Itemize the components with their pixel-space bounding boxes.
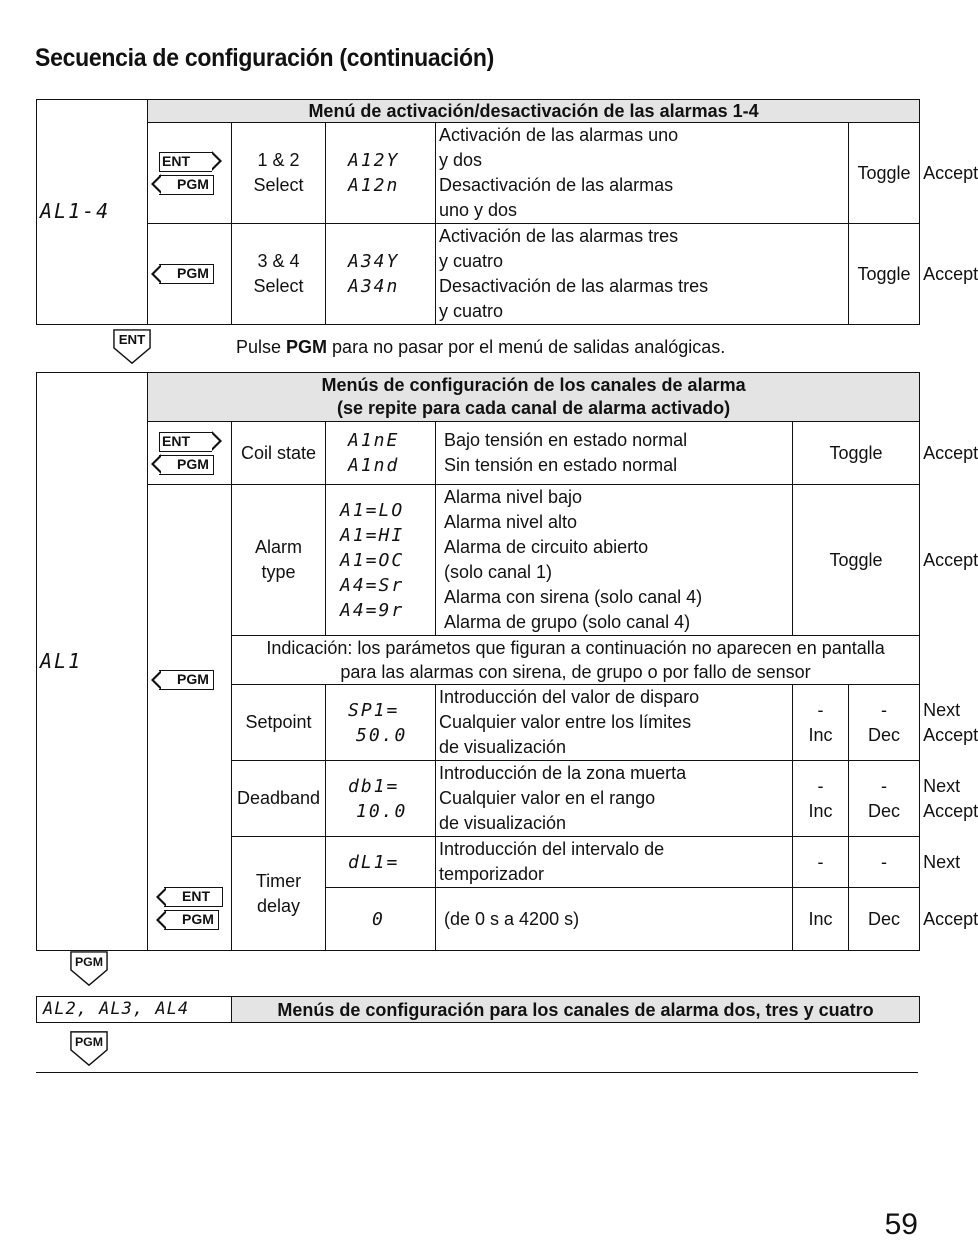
key-cell bbox=[148, 123, 232, 224]
pgm-key-icon: PGM bbox=[159, 670, 214, 690]
table-row: Deadband db1= 10.0 Introducción de la zona muerta Cualquier valor en el rango de visualización - Inc - Dec Next Accept bbox=[37, 761, 920, 837]
select-cell: 3 & 4 Select bbox=[232, 224, 326, 325]
table-row: PGM 3 & 4 Select A34Y A34n Activación de las alarmas tres y cuatro Desactivación de las alarmas tres y cuatro Toggle Accept bbox=[37, 224, 920, 325]
param-label: Timer delay bbox=[232, 837, 326, 951]
ent-key-icon: ENT bbox=[159, 432, 212, 452]
action-dec: - Dec bbox=[849, 761, 920, 837]
action-inc: Inc bbox=[793, 888, 849, 951]
page-title: Secuencia de configuración (continuación) bbox=[35, 44, 494, 72]
description: Alarma nivel bajo Alarma nivel alto Alarma de circuito abierto (solo canal 1) Alarma con sirena (solo canal 4) Alarma de grupo (solo canal 4) bbox=[436, 485, 793, 636]
table-row: Setpoint SP1= 50.0 Introducción del valor de disparo Cualquier valor entre los límites de visualización - Inc - Dec Next Accept bbox=[37, 685, 920, 761]
pgm-down-key-icon bbox=[70, 950, 108, 988]
table-header: Menús de configuración para los canales de alarma dos, tres y cuatro bbox=[232, 997, 920, 1023]
table-row: PGM Alarm type A1=LO A1=HI A1=OC A4=Sr A4=9r Alarma nivel bajo Alarma nivel alto Alarma de circuito abierto (solo canal 1) Alarma con sirena (solo canal 4) Alarma de grupo (solo canal 4) Toggle Accept bbox=[37, 485, 920, 636]
action-inc: - bbox=[793, 837, 849, 888]
pgm-key-icon: PGM bbox=[159, 175, 214, 195]
timer-keys bbox=[156, 887, 223, 930]
action-toggle: Toggle bbox=[793, 422, 920, 485]
bottom-divider bbox=[36, 1072, 918, 1073]
description: Activación de las alarmas uno y dos Desactivación de las alarmas uno y dos bbox=[436, 123, 849, 224]
table-header: Menús de configuración de los canales de alarma (se repite para cada canal de alarma activado) bbox=[148, 373, 920, 422]
action-dec: Dec bbox=[849, 888, 920, 951]
alarm-enable-table bbox=[36, 99, 978, 325]
display-code: SP1= 50.0 bbox=[326, 685, 436, 761]
display-code: dL1= bbox=[326, 837, 436, 888]
action-dec: - Dec bbox=[849, 685, 920, 761]
table-header: Menú de activación/desactivación de las alarmas 1-4 bbox=[148, 100, 920, 123]
pgm-key-icon: PGM bbox=[159, 264, 214, 284]
display-code: A34Y A34n bbox=[326, 224, 436, 325]
action-inc: - Inc bbox=[793, 685, 849, 761]
table-row: Timer delay dL1= Introducción del intervalo de temporizador - - Next bbox=[37, 837, 920, 888]
description: (de 0 s a 4200 s) bbox=[436, 888, 793, 951]
description: Activación de las alarmas tres y cuatro Desactivación de las alarmas tres y cuatro bbox=[436, 224, 849, 325]
action-inc: - Inc bbox=[793, 761, 849, 837]
indication-note: Indicación: los parámetos que figuran a continuación no aparecen en pantalla para las alarmas con sirena, de grupo o por fallo de sensor bbox=[232, 636, 920, 685]
display-code: A1nE A1nd bbox=[326, 422, 436, 485]
display-code: 0 bbox=[326, 888, 436, 951]
pgm-key-icon: PGM bbox=[164, 910, 219, 930]
display-code: A12Y A12n bbox=[326, 123, 436, 224]
table-row: 0 (de 0 s a 4200 s) Inc Dec Accept bbox=[37, 888, 920, 951]
ent-key-icon: ENT bbox=[159, 152, 212, 172]
svg-text:PGM: PGM bbox=[74, 955, 104, 970]
menu-code-cell bbox=[37, 100, 148, 325]
description: Bajo tensión en estado normal Sin tensión en estado normal bbox=[436, 422, 793, 485]
key-cell bbox=[148, 224, 232, 325]
pgm-key-icon: PGM bbox=[159, 455, 214, 475]
pgm-down-key-icon bbox=[70, 1030, 108, 1068]
svg-text:ENT: ENT bbox=[118, 332, 146, 348]
menu-code-cell bbox=[37, 373, 148, 951]
param-label: Alarm type bbox=[232, 485, 326, 636]
svg-text:PGM: PGM bbox=[74, 1035, 104, 1050]
action-toggle: Toggle bbox=[793, 485, 920, 636]
select-cell: 1 & 2 Select bbox=[232, 123, 326, 224]
display-code: A1=LO A1=HI A1=OC A4=Sr A4=9r bbox=[326, 485, 436, 636]
skip-note: Pulse PGM para no pasar por el menú de salidas analógicas. bbox=[236, 337, 726, 357]
table-row: ENT PGM Coil state A1nE A1nd Bajo tensión en estado normal Sin tensión en estado normal Toggle Accept bbox=[37, 422, 920, 485]
display-code: db1= 10.0 bbox=[326, 761, 436, 837]
ent-down-key-icon bbox=[113, 328, 151, 366]
key-cell bbox=[148, 485, 232, 951]
param-label: Coil state bbox=[232, 422, 326, 485]
description: Introducción de la zona muerta Cualquier valor en el rango de visualización bbox=[436, 761, 793, 837]
param-label: Setpoint bbox=[232, 685, 326, 761]
menu-code: AL1-4 bbox=[40, 199, 111, 223]
action-dec: - bbox=[849, 837, 920, 888]
other-channels-table bbox=[36, 996, 920, 1023]
menu-code: AL1 bbox=[40, 648, 83, 673]
description: Introducción del valor de disparo Cualquier valor entre los límites de visualización bbox=[436, 685, 793, 761]
table-row: ENT PGM 1 & 2 Select A12Y A12n Activación de las alarmas uno y dos Desactivación de las alarmas uno y dos Toggle Accept bbox=[37, 123, 920, 224]
channel-codes: AL2, AL3, AL4 bbox=[37, 997, 232, 1023]
description: Introducción del intervalo de temporizador bbox=[436, 837, 793, 888]
key-cell bbox=[148, 422, 232, 485]
action-toggle: Toggle bbox=[849, 123, 920, 224]
page-number: 59 bbox=[884, 1208, 918, 1241]
alarm-channel-table bbox=[36, 372, 978, 951]
ent-back-key-icon: ENT bbox=[164, 887, 223, 907]
param-label: Deadband bbox=[232, 761, 326, 837]
action-toggle: Toggle bbox=[849, 224, 920, 325]
